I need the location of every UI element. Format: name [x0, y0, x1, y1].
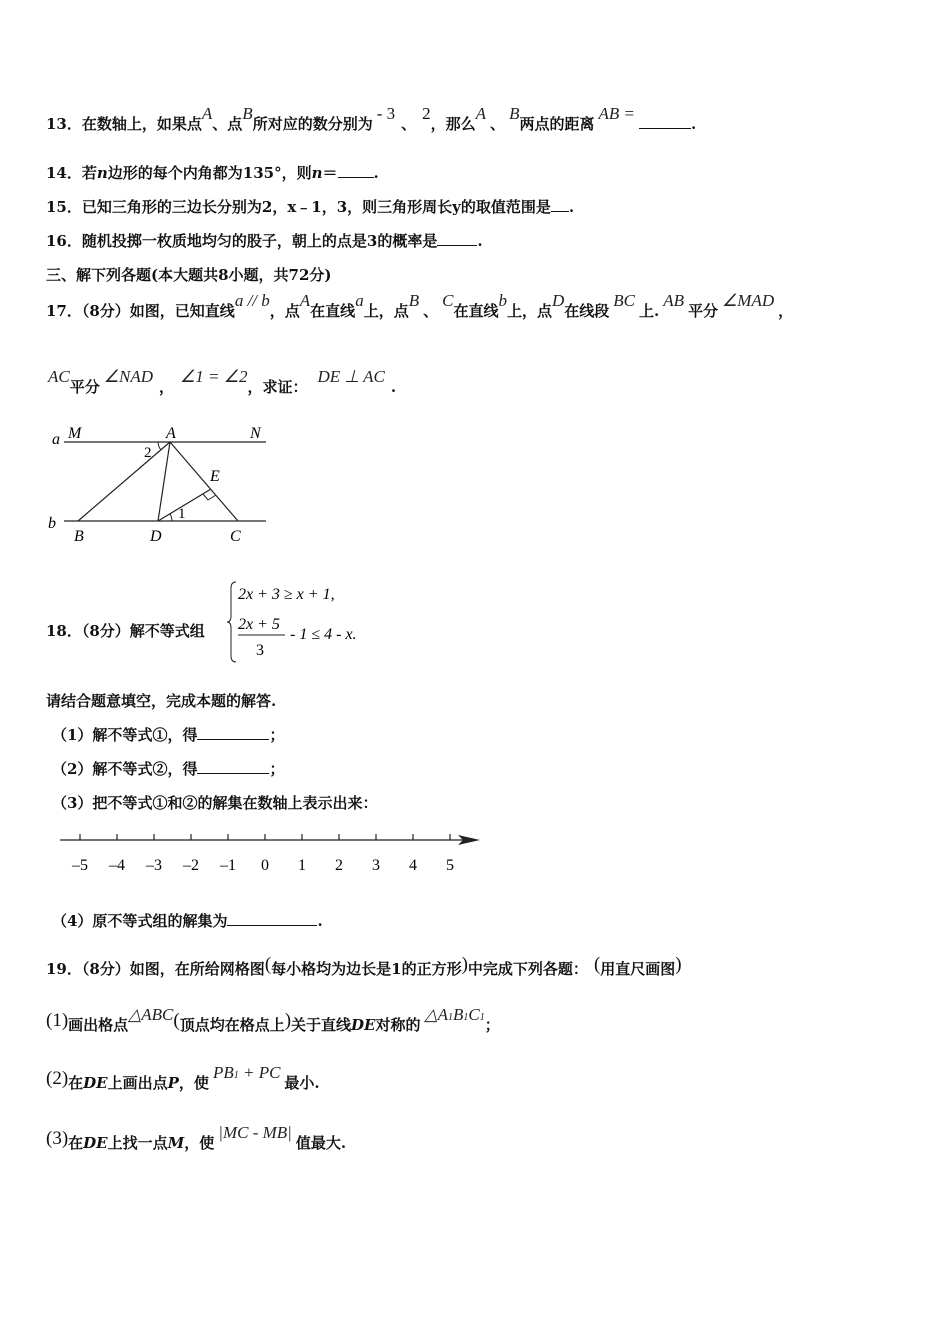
q19-2-num: (2)	[46, 1068, 69, 1089]
q13-text1: 在数轴上，如果点	[81, 115, 202, 133]
q19-2-expr1: PB	[212, 1063, 234, 1082]
q14-text2: 边形的每个内角都为135°，则	[107, 164, 312, 182]
q17-text7: 上.	[639, 302, 660, 320]
number-line-tick-label: –4	[109, 857, 125, 874]
q17-text5: 上，点	[506, 302, 552, 320]
q13-sep3: 、	[490, 115, 506, 133]
fig-label-2: 2	[144, 445, 152, 461]
number-line-tick-label: –3	[146, 857, 162, 874]
q19-paren1: (	[264, 954, 272, 975]
q19-part3	[46, 1123, 347, 1154]
q17-text8: 平分	[688, 302, 719, 320]
number-line-tick-label: 5	[446, 857, 454, 874]
q18-part4	[52, 910, 323, 931]
q19-text1: 每小格均为边长是1的正方形	[271, 960, 462, 978]
q17-text3: 上，点	[363, 302, 409, 320]
q19-3-num: (3)	[46, 1128, 69, 1149]
fig-label-B: B	[74, 528, 84, 545]
q19-1-text2: 顶点均在格点上	[179, 1016, 285, 1034]
q14-answer-blank[interactable]	[338, 163, 374, 178]
q19-2-expr2: + PC	[238, 1063, 281, 1082]
q14-text3: ＝	[322, 164, 338, 182]
q18-part3: （3）把不等式①和②的解集在数轴上表示出来：	[52, 794, 378, 812]
question-17-line1	[46, 291, 794, 321]
q19-1-B1: B	[452, 1005, 464, 1024]
fig-label-1: 1	[178, 506, 186, 522]
question-19	[46, 954, 682, 980]
q19-3-text4: 值最大.	[295, 1134, 347, 1152]
q19-1-triangle: △ABC	[128, 1005, 174, 1024]
q19-1-text1: 画出格点	[68, 1016, 129, 1034]
q13-number: 13．	[46, 115, 82, 133]
q17-text2: 在直线	[310, 302, 356, 320]
q19-1-sub3: 1	[479, 1012, 485, 1023]
q19-paren2: )	[461, 954, 468, 975]
q18-part4-end: .	[317, 912, 323, 930]
question-15	[46, 196, 574, 217]
q17-text4: 在直线	[453, 302, 499, 320]
q13-point-A: A	[201, 104, 213, 123]
q19-3-text2: 上找一点	[107, 1134, 168, 1152]
q15-number: 15．	[46, 198, 82, 216]
q13-sep2: 、	[401, 115, 417, 133]
section-3-heading: 三、解下列各题(本大题共8小题，共72分)	[46, 266, 332, 284]
number-line-tick-label: 3	[372, 857, 380, 874]
q19-1-text4: 对称的	[375, 1016, 421, 1034]
segment-AD	[158, 442, 170, 521]
fig-label-b: b	[48, 515, 56, 532]
q15-text: 已知三角形的三边长分别为2，x﹣1，3，则三角形周长y的取值范围是	[81, 198, 551, 216]
q14-end: .	[373, 164, 379, 182]
q17-ab-parallel: a // b	[234, 291, 270, 310]
q14-text1: 若	[81, 164, 97, 182]
fig-label-A: A	[166, 425, 176, 442]
q13-end: .	[690, 115, 697, 133]
q14-number: 14．	[46, 164, 82, 182]
question-16	[46, 230, 483, 251]
q16-text: 随机投掷一枚质地均匀的股子，朝上的点是3的概率是	[81, 232, 438, 250]
q13-point-B: B	[242, 104, 253, 123]
angle-2-arc	[158, 442, 161, 450]
fig-label-a: a	[52, 431, 60, 448]
number-line-tick-label: 4	[409, 857, 417, 874]
segment-AB	[78, 442, 170, 521]
q19-1-text3: 关于直线	[291, 1016, 352, 1034]
q17-AB: AB	[663, 291, 685, 310]
frac-numerator: 2x + 5	[238, 616, 280, 633]
q17-DE-perp-AC: DE ⊥ AC	[317, 367, 385, 386]
q17-angle-eq: ∠1 = ∠2	[180, 367, 248, 386]
q19-1-triangle-prime	[425, 1005, 485, 1024]
number-line-tick-label: 2	[335, 857, 343, 874]
q18-part2-blank[interactable]	[197, 759, 269, 774]
q19-paren4: )	[675, 954, 682, 975]
q17-text1: ，点	[269, 302, 300, 320]
q17-text6: 在线段	[564, 302, 610, 320]
number-line-tick-label: 1	[298, 857, 306, 874]
q19-2-expression	[213, 1063, 280, 1082]
q19-paren3: (	[593, 954, 601, 975]
question-18: 18．（8分）解不等式组	[46, 622, 205, 640]
left-brace	[227, 582, 236, 662]
q17-sep: 、	[423, 302, 439, 320]
fig-label-C: C	[230, 528, 241, 545]
q18-part2	[52, 758, 284, 779]
q17-A: A	[299, 291, 311, 310]
q19-text2: 中完成下列各题：	[467, 960, 588, 978]
q13-point-A2: A	[475, 104, 487, 123]
q17-end: .	[390, 378, 397, 396]
fig-label-D: D	[150, 528, 162, 545]
q19-text3: 用直尺画图	[600, 960, 676, 978]
q13-value2: 2	[422, 104, 431, 123]
q19-1-paren1: (	[173, 1010, 180, 1031]
q19-1-paren2: )	[284, 1010, 292, 1031]
q19-3-text3: ，使	[184, 1134, 215, 1152]
q19-1-DE: DE	[351, 1016, 376, 1034]
q18-part2-text: （2）解不等式②，得	[52, 760, 198, 778]
q17-AC: AC	[48, 367, 70, 386]
q15-answer-blank[interactable]	[551, 197, 569, 212]
ineq1: 2x + 3 ≥ x + 1,	[238, 586, 335, 603]
number-line-tick-label: 0	[261, 857, 269, 874]
fig-label-M: M	[68, 425, 82, 442]
question-17-line2	[48, 367, 397, 397]
number-line-tick-label: –1	[220, 857, 236, 874]
number-line	[58, 826, 490, 876]
frac-denominator: 3	[256, 642, 264, 659]
q19-part2	[46, 1063, 320, 1094]
q17-text9: ，	[778, 302, 794, 320]
q17-number: 17．（8分）如图，已知直线	[46, 302, 235, 320]
question-13	[46, 104, 697, 134]
q19-2-text3: ，使	[178, 1074, 209, 1092]
question-14	[46, 162, 379, 183]
q13-text3: ，那么	[430, 115, 476, 133]
q19-3-DE: DE	[83, 1134, 108, 1152]
q19-2-DE: DE	[83, 1074, 108, 1092]
q19-3-expression: |MC - MB|	[218, 1123, 292, 1142]
q18-intro: 请结合题意填空，完成本题的解答.	[46, 692, 277, 710]
fig-label-E: E	[210, 468, 220, 485]
q17-figure	[40, 418, 280, 550]
q17-b: b	[498, 291, 507, 310]
q19-3-M: M	[167, 1134, 185, 1152]
q18-inequality-system	[226, 580, 386, 664]
q16-number: 16．	[46, 232, 82, 250]
q13-point-B2: B	[509, 104, 520, 123]
q17-text10: 平分	[69, 378, 100, 396]
q19-2-text1: 在	[68, 1074, 84, 1092]
q19-2-sub: 1	[233, 1070, 239, 1081]
q18-part4-blank[interactable]	[227, 911, 317, 926]
q19-3-text1: 在	[68, 1134, 84, 1152]
q16-answer-blank[interactable]	[437, 231, 477, 246]
q13-text2: 所对应的数分别为	[252, 115, 373, 133]
q13-answer-blank[interactable]	[639, 114, 691, 129]
q15-end: .	[568, 198, 575, 216]
number-line-tick-label: –2	[183, 857, 199, 874]
q13-sep1: 、点	[212, 115, 243, 133]
q19-1-C1: C	[468, 1005, 480, 1024]
right-angle-mark	[203, 494, 216, 500]
q17-D: D	[551, 291, 565, 310]
q19-1-sub2: 1	[463, 1012, 469, 1023]
q19-number: 19．（8分）如图，在所给网格图	[46, 960, 265, 978]
q18-part1-text: （1）解不等式①，得	[52, 726, 198, 744]
number-line-tick-label: –5	[72, 857, 88, 874]
q17-B: B	[408, 291, 420, 310]
q18-part1-end: ；	[269, 726, 285, 744]
q17-text12: ，求证：	[247, 378, 308, 396]
q19-1-num: (1)	[46, 1010, 69, 1031]
q19-1-tri1: △A	[424, 1005, 448, 1024]
q14-n2: n	[311, 164, 323, 182]
q14-n1: n	[96, 164, 108, 182]
q13-value1: - 3	[376, 104, 396, 123]
q17-text11: ，	[159, 378, 175, 396]
q17-angle-NAD: ∠NAD	[103, 367, 153, 386]
q19-1-sub1: 1	[447, 1012, 453, 1023]
q19-1-end: ；	[484, 1016, 500, 1034]
q17-a: a	[355, 291, 364, 310]
q18-part4-text: （4）原不等式组的解集为	[52, 912, 228, 930]
ineq2-rest: - 1 ≤ 4 - x.	[290, 626, 357, 643]
q19-part1	[46, 1005, 500, 1036]
q16-end: .	[477, 232, 483, 250]
q13-AB-expr: AB =	[598, 104, 635, 123]
q13-text4: 两点的距离	[519, 115, 595, 133]
q18-part1	[52, 724, 284, 745]
q17-BC: BC	[613, 291, 636, 310]
q19-2-P: P	[167, 1074, 179, 1092]
q19-2-text2: 上画出点	[107, 1074, 168, 1092]
q19-2-text4: 最小.	[284, 1074, 320, 1092]
q18-part1-blank[interactable]	[197, 725, 269, 740]
angle-1-arc	[170, 514, 172, 521]
q17-C: C	[442, 291, 454, 310]
fig-label-N: N	[250, 425, 261, 442]
q17-angle-MAD: ∠MAD	[722, 291, 775, 310]
q18-part2-end: ；	[269, 760, 285, 778]
